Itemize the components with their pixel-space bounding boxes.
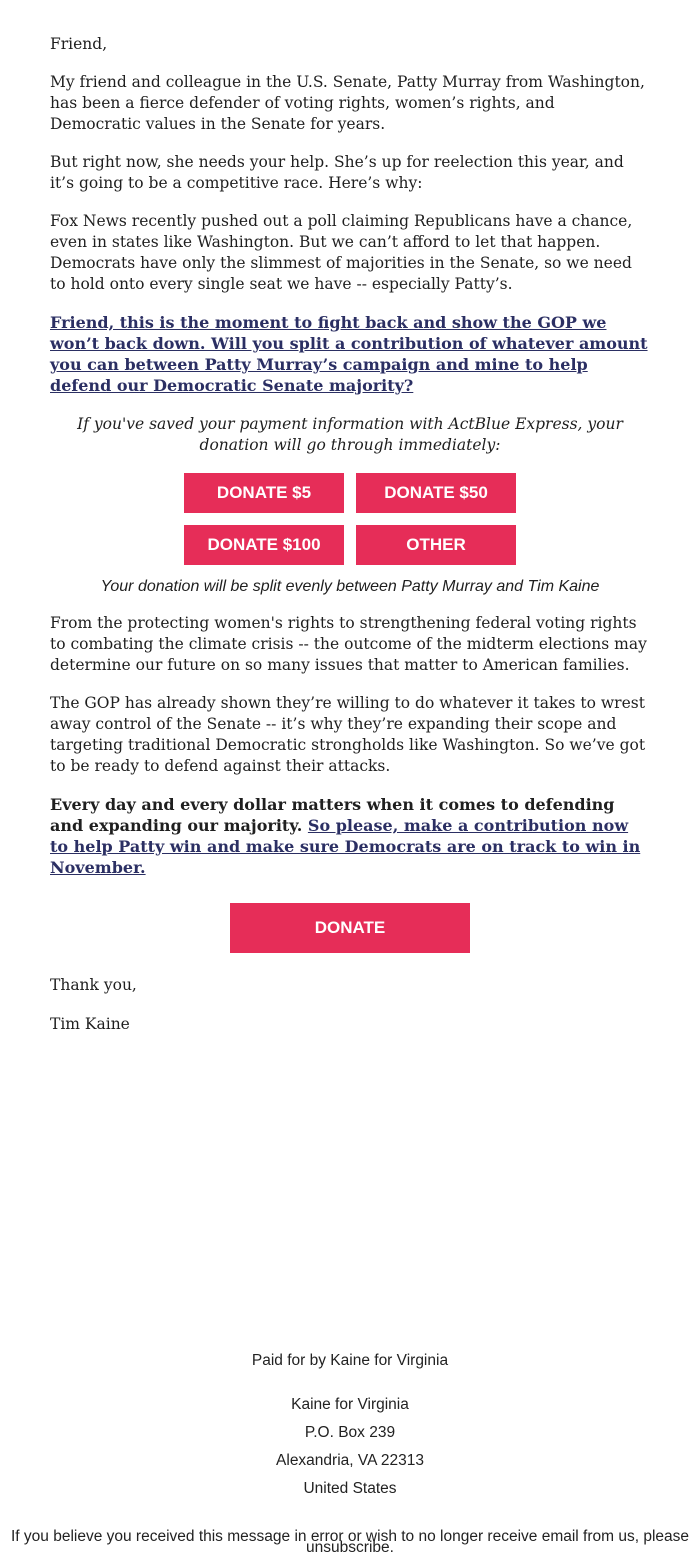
donate-100-button[interactable]: DONATE $100: [184, 525, 344, 565]
actblue-express-note: If you've saved your payment information with ActBlue Express, your donation will go through immediately:: [77, 415, 623, 454]
help-paragraph: But right now, she needs your help. She’s up for reelection this year, and it’s going to be a competitive race. Here’s why:: [50, 153, 624, 192]
donate-button[interactable]: DONATE: [230, 903, 470, 953]
donate-button-grid: [184, 473, 516, 565]
closing-donate-link[interactable]: So please, make a contribution now to help Patty win and make sure Democrats are on track to win in November.: [50, 816, 641, 877]
poll-paragraph: Fox News recently pushed out a poll claiming Republicans have a chance, even in states like Washington. But we can’t afford to let that happen. Democrats have only the slimmest of majorities in the Senate, so we need to hold onto every single seat we have -- especially Patty’s.: [50, 212, 633, 293]
footer-country: United States: [303, 1480, 397, 1497]
lead-donate-link[interactable]: Friend, this is the moment to fight back and show the GOP we won’t back down. Will you split a contribution of whatever amount you can between Patty Murray’s campaign and mine to help defend our Democratic Senate majority?: [50, 313, 648, 395]
closing-paragraph: [50, 794, 650, 878]
split-note: Your donation will be split evenly between Patty Murray and Tim Kaine: [100, 578, 600, 595]
donate-other-button[interactable]: OTHER: [356, 525, 516, 565]
email-body: [50, 34, 650, 1035]
lead-paragraph: [50, 312, 650, 396]
issues-paragraph: From the protecting women's rights to strengthening federal voting rights to combating the climate crisis -- the outcome of the midterm elections may determine our future on so many issues that matter to American families.: [50, 614, 647, 674]
donate-50-button[interactable]: DONATE $50: [356, 473, 516, 513]
closing-bold-text: Every day and every dollar matters when it comes to defending and expanding our majority.: [50, 795, 615, 835]
donate-5-button[interactable]: DONATE $5: [184, 473, 344, 513]
footer: [0, 1352, 700, 1556]
footer-city: Alexandria, VA 22313: [276, 1452, 424, 1469]
greeting: Friend,: [50, 35, 108, 53]
paid-for-text: Paid for by Kaine for Virginia: [251, 1352, 449, 1369]
sign-off: Thank you,: [50, 976, 137, 994]
intro-paragraph: My friend and colleague in the U.S. Senate, Patty Murray from Washington, has been a fierce defender of voting rights, women’s rights, and Democratic values in the Senate for years.: [50, 73, 645, 133]
footer-po-box: P.O. Box 239: [304, 1424, 396, 1441]
gop-paragraph: The GOP has already shown they’re willing to do whatever it takes to wrest away control of the Senate -- it’s why they’re expanding their scope and targeting traditional Democratic strongholds like Washington. So we’ve got to be ready to defend against their attacks.: [50, 694, 646, 775]
unsubscribe-text[interactable]: If you believe you received this message in error or wish to no longer receive email from us, please unsubscribe.: [10, 1528, 690, 1556]
footer-org: Kaine for Virginia: [291, 1396, 409, 1413]
signature: Tim Kaine: [50, 1015, 130, 1033]
